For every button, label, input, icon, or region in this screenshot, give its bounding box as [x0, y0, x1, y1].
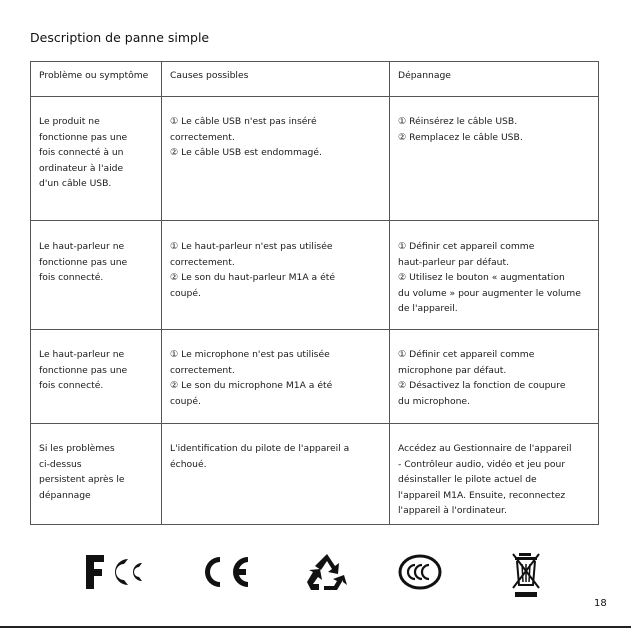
causes-cell: ① Le haut-parleur n'est pas utilisée correctement. ② Le son du haut-parleur M1A a été coupé.: [162, 221, 390, 330]
fix-cell: ① Réinsérez le câble USB. ② Remplacez le câble USB.: [390, 97, 599, 221]
fcc-logo: [84, 553, 144, 591]
table-row: [31, 424, 599, 525]
header-symptom: Problème ou symptôme: [31, 62, 162, 97]
page-number: 18: [594, 598, 607, 609]
causes-cell: L'identification du pilote de l'appareil a échoué.: [162, 424, 390, 525]
ccc-mark: [398, 554, 442, 590]
recycle-icon: [306, 552, 348, 592]
ce-mark: [198, 554, 252, 590]
causes-cell: ① Le microphone n'est pas utilisée correctement. ② Le son du microphone M1A a été coupé.: [162, 330, 390, 424]
bottom-divider: [0, 626, 631, 628]
table-row: [31, 221, 599, 330]
causes-cell: ① Le câble USB n'est pas inséré correctement. ② Le câble USB est endommagé.: [162, 97, 390, 221]
table-row: [31, 97, 599, 221]
header-causes: Causes possibles: [162, 62, 390, 97]
table-header-row: [31, 62, 599, 97]
fix-cell: ① Définir cet appareil comme microphone par défaut. ② Désactivez la fonction de coupure du microphone.: [390, 330, 599, 424]
table-row: [31, 330, 599, 424]
symptom-cell: Le haut-parleur ne fonctionne pas une fois connecté.: [31, 330, 162, 424]
weee-bin-icon: [510, 550, 542, 598]
certification-logos: [0, 548, 631, 598]
symptom-cell: Si les problèmes ci-dessus persistent après le dépannage: [31, 424, 162, 525]
page-title: Description de panne simple: [30, 30, 210, 45]
troubleshooting-table: [30, 61, 599, 525]
symptom-cell: Le produit ne fonctionne pas une fois connecté à un ordinateur à l'aide d'un câble USB.: [31, 97, 162, 221]
fix-cell: Accédez au Gestionnaire de l'appareil - Contrôleur audio, vidéo et jeu pour désinstaller le pilote actuel de l'appareil M1A. Ensuite, reconnectez l'appareil à l'ordinateur.: [390, 424, 599, 525]
fix-cell: ① Définir cet appareil comme haut-parleur par défaut. ② Utilisez le bouton « augmentation du volume » pour augmenter le volume de l'appareil.: [390, 221, 599, 330]
header-fix: Dépannage: [390, 62, 599, 97]
symptom-cell: Le haut-parleur ne fonctionne pas une fois connecté.: [31, 221, 162, 330]
